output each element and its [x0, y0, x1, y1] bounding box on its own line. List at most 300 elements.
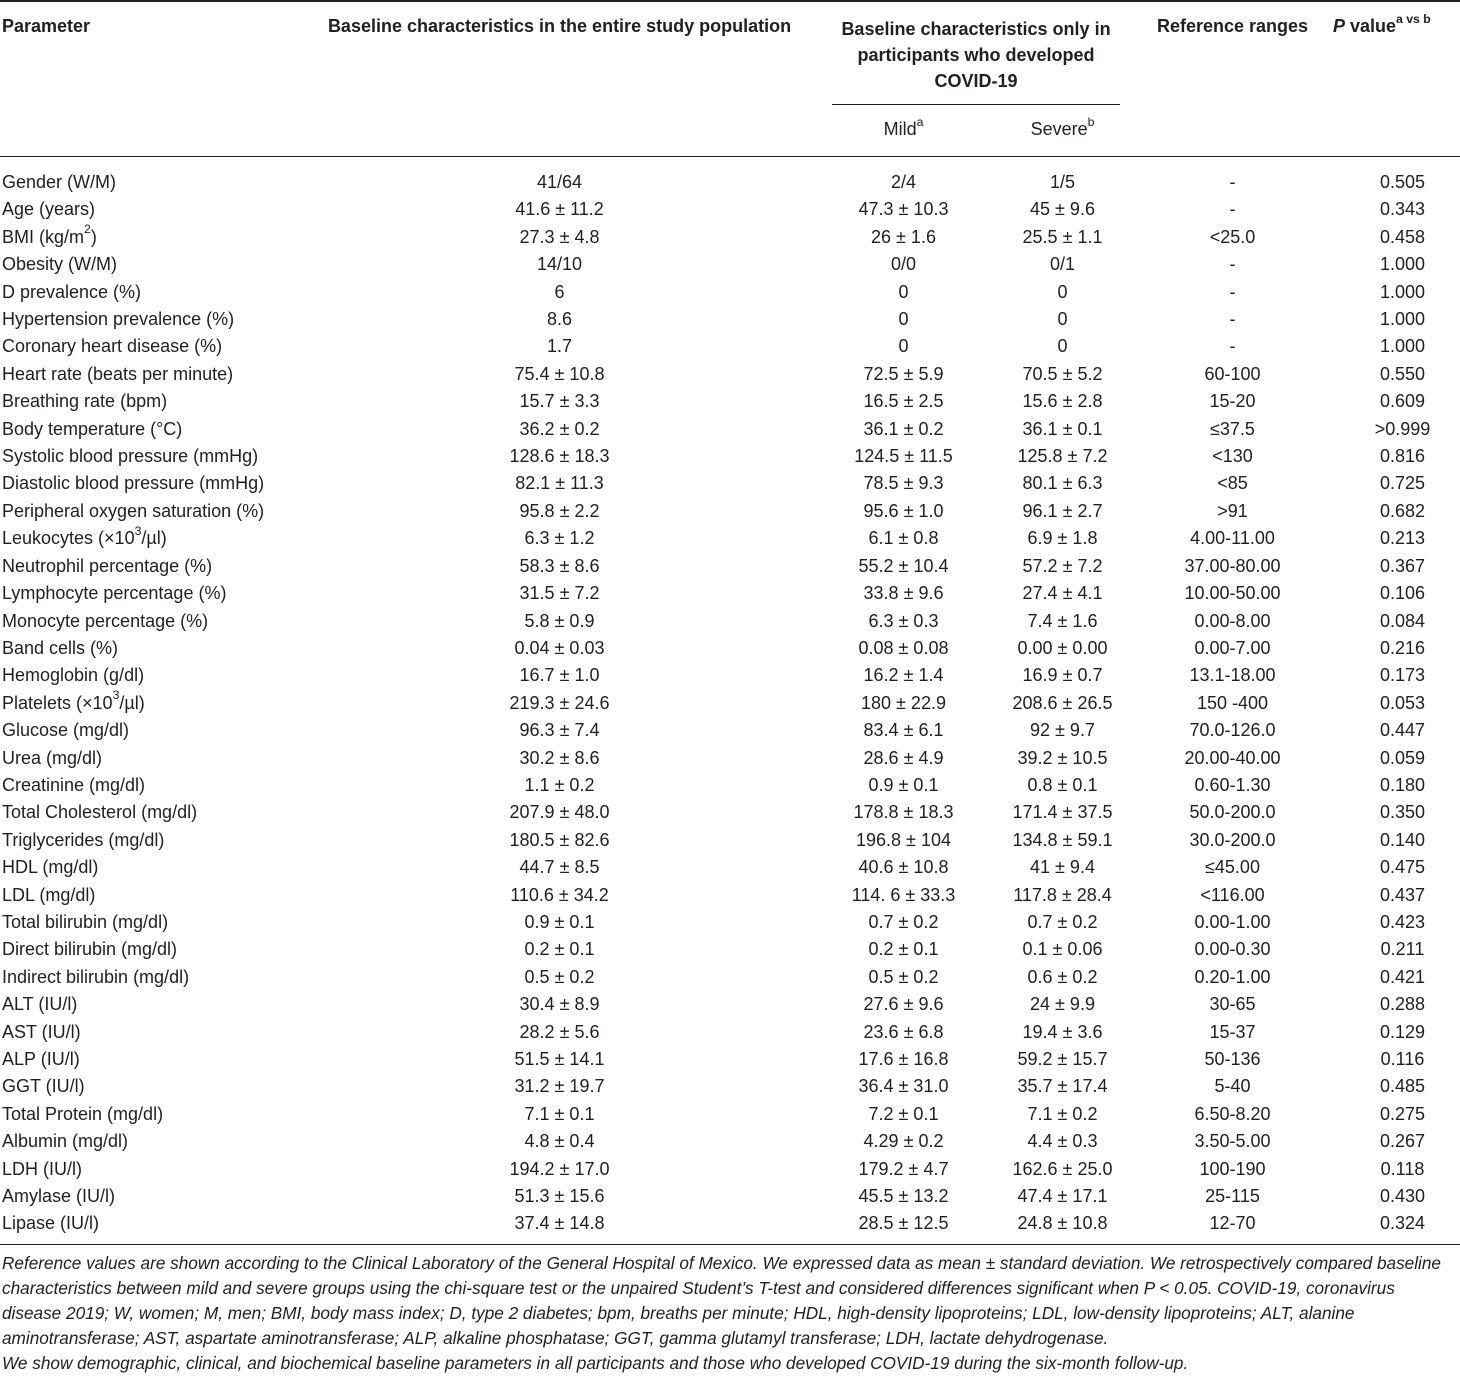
- table-row: [0, 416, 1460, 443]
- mild-cell: 114. 6 ± 33.3: [851, 884, 956, 905]
- entire-population-cell: 1.1 ± 0.2: [524, 774, 595, 795]
- parameter-cell: [0, 854, 297, 881]
- severe-cell: 125.8 ± 7.2: [1017, 446, 1108, 467]
- parameter-name: Obesity (W/M): [2, 254, 117, 275]
- parameter-name: Heart rate (beats per minute): [2, 363, 234, 384]
- entire-population-cell: 14/10: [536, 254, 583, 275]
- reference-range-cell: 5-40: [1214, 1076, 1251, 1097]
- severe-cell: 0.1 ± 0.06: [1022, 939, 1103, 960]
- mild-cell: 47.3 ± 10.3: [858, 199, 949, 220]
- mild-cell: 17.6 ± 16.8: [858, 1049, 949, 1069]
- parameter-name: Total bilirubin (mg/dl): [2, 911, 169, 932]
- parameter-unit-tail: /µl): [141, 528, 167, 549]
- parameter-name: ALT (IU/l): [2, 994, 78, 1015]
- parameter-cell: [0, 251, 297, 278]
- parameter-cell: [0, 224, 297, 251]
- entire-population-cell: 6: [554, 281, 565, 302]
- header-p-letter: P: [1333, 16, 1346, 36]
- table-row: [0, 991, 1460, 1018]
- reference-range-cell: 20.00-40.00: [1184, 747, 1281, 768]
- entire-population-cell: 96.3 ± 7.4: [519, 720, 600, 741]
- table-row: [0, 964, 1460, 991]
- mild-cell: 4.29 ± 0.2: [863, 1131, 944, 1152]
- table-row: [0, 470, 1460, 497]
- parameter-cell: [0, 306, 297, 333]
- mild-cell: 23.6 ± 6.8: [863, 1021, 944, 1042]
- p-value-cell: 0.140: [1379, 829, 1426, 850]
- entire-population-cell: 30.2 ± 8.6: [519, 747, 600, 768]
- parameter-name: Hemoglobin (g/dl): [2, 665, 145, 686]
- severe-cell: 1/5: [1049, 172, 1076, 192]
- entire-population-cell: 0.9 ± 0.1: [524, 911, 595, 932]
- p-value-cell: 0.430: [1379, 1186, 1426, 1207]
- p-value-cell: 0.550: [1379, 363, 1426, 384]
- table-row: [0, 279, 1460, 306]
- severe-cell: 92 ± 9.7: [1030, 720, 1095, 741]
- entire-population-cell: 207.9 ± 48.0: [509, 802, 610, 823]
- parameter-cell: [0, 717, 297, 744]
- table-row: [0, 1101, 1460, 1128]
- reference-range-cell: 0.00-0.30: [1194, 939, 1271, 960]
- parameter-cell: [0, 964, 297, 991]
- severe-cell: 6.9 ± 1.8: [1027, 528, 1098, 549]
- severe-cell: 4.4 ± 0.3: [1027, 1131, 1098, 1152]
- mild-cell: 0/0: [890, 254, 917, 275]
- p-value-cell: 1.000: [1379, 336, 1426, 357]
- table-row: [0, 361, 1460, 388]
- table-row: [0, 1073, 1460, 1100]
- parameter-cell: [0, 1073, 297, 1100]
- reference-range-cell: 0.60-1.30: [1194, 774, 1271, 795]
- entire-population-cell: 4.8 ± 0.4: [524, 1131, 595, 1152]
- reference-range-cell: 50.0-200.0: [1189, 802, 1276, 823]
- parameter-cell: [0, 580, 297, 607]
- reference-range-cell: 37.00-80.00: [1184, 555, 1281, 576]
- mild-cell: 7.2 ± 0.1: [868, 1103, 939, 1124]
- reference-range-cell: 70.0-126.0: [1189, 720, 1276, 741]
- parameter-cell: [0, 635, 297, 662]
- parameter-name: Indirect bilirubin (mg/dl): [2, 966, 190, 987]
- table-row: [0, 388, 1460, 415]
- reference-range-cell: 50-136: [1204, 1049, 1261, 1069]
- severe-cell: 0.7 ± 0.2: [1027, 911, 1098, 932]
- parameter-name: Lymphocyte percentage (%): [2, 583, 227, 604]
- p-value-cell: 0.180: [1379, 774, 1426, 795]
- table-row: [0, 333, 1460, 360]
- parameter-cell: [0, 608, 297, 635]
- table-row: [0, 1210, 1460, 1244]
- parameter-cell: [0, 470, 297, 497]
- header-mild: [822, 115, 985, 157]
- p-value-cell: 0.682: [1379, 500, 1426, 521]
- severe-cell: 15.6 ± 2.8: [1022, 391, 1103, 412]
- severe-cell: 47.4 ± 17.1: [1017, 1186, 1108, 1207]
- header-entire-population: Baseline characteristics in the entire study population: [327, 16, 792, 36]
- reference-range-cell: 100-190: [1199, 1158, 1266, 1179]
- reference-range-cell: 0.00-1.00: [1194, 911, 1271, 932]
- table-row: [0, 553, 1460, 580]
- reference-range-cell: 150 -400: [1196, 692, 1269, 713]
- reference-range-cell: >91: [1217, 500, 1248, 521]
- parameter-cell: [0, 1183, 297, 1210]
- table-row: [0, 635, 1460, 662]
- parameter-name: Leukocytes (×10: [2, 528, 135, 549]
- table-row: [0, 1019, 1460, 1046]
- severe-cell: 134.8 ± 59.1: [1012, 829, 1113, 850]
- parameter-unit-tail: /µl): [119, 692, 145, 713]
- p-value-cell: 0.367: [1379, 555, 1426, 576]
- mild-cell: 36.1 ± 0.2: [863, 418, 944, 439]
- parameter-name: Lipase (IU/l): [2, 1213, 100, 1234]
- table-row: [0, 1156, 1460, 1183]
- mild-cell: 16.5 ± 2.5: [863, 391, 944, 412]
- parameter-cell: [0, 1156, 297, 1183]
- mild-cell: 83.4 ± 6.1: [863, 720, 944, 741]
- parameter-name: Total Cholesterol (mg/dl): [2, 802, 198, 823]
- reference-range-cell: 15-37: [1209, 1021, 1256, 1042]
- p-value-cell: 0.213: [1379, 528, 1426, 549]
- mild-cell: 45.5 ± 13.2: [858, 1186, 949, 1207]
- entire-population-cell: 31.2 ± 19.7: [514, 1076, 605, 1097]
- reference-range-cell: 10.00-50.00: [1184, 583, 1281, 604]
- severe-cell: 24 ± 9.9: [1030, 994, 1095, 1015]
- reference-range-cell: 0.00-7.00: [1194, 637, 1271, 658]
- p-value-cell: 0.725: [1379, 473, 1426, 494]
- parameter-cell: [0, 936, 297, 963]
- table-row: [0, 799, 1460, 826]
- parameter-cell: [0, 553, 297, 580]
- parameter-cell: [0, 1210, 297, 1244]
- entire-population-cell: 0.2 ± 0.1: [524, 939, 595, 960]
- entire-population-cell: 44.7 ± 8.5: [519, 857, 600, 878]
- reference-range-cell: <25.0: [1209, 226, 1256, 247]
- reference-range-cell: 3.50-5.00: [1194, 1131, 1271, 1152]
- parameter-name: Triglycerides (mg/dl): [2, 829, 165, 850]
- p-value-cell: 0.116: [1380, 1049, 1425, 1069]
- header-covid-participants: [822, 1, 1140, 115]
- p-value-cell: 0.216: [1379, 637, 1426, 658]
- table-row: [0, 662, 1460, 689]
- reference-range-cell: 0.20-1.00: [1194, 966, 1271, 987]
- mild-cell: 0: [898, 309, 909, 330]
- reference-range-cell: 13.1-18.00: [1189, 665, 1276, 686]
- mild-cell: 2/4: [890, 172, 917, 192]
- mild-cell: 6.3 ± 0.3: [868, 610, 939, 631]
- table-row: [0, 745, 1460, 772]
- table-row: [0, 882, 1460, 909]
- mild-cell: 0: [898, 281, 909, 302]
- severe-cell: 171.4 ± 37.5: [1012, 802, 1113, 823]
- reference-range-cell: <116.00: [1200, 884, 1265, 905]
- table-row: [0, 854, 1460, 881]
- parameter-name: LDL (mg/dl): [2, 884, 96, 905]
- reference-range-cell: ≤37.5: [1210, 418, 1255, 439]
- p-value-cell: 1.000: [1379, 254, 1426, 275]
- parameter-cell: [0, 388, 297, 415]
- p-value-cell: 0.505: [1379, 172, 1426, 192]
- p-value-cell: 1.000: [1379, 309, 1426, 330]
- reference-range-cell: 4.00-11.00: [1190, 528, 1275, 549]
- header-p-value: [1325, 1, 1460, 157]
- entire-population-cell: 0.5 ± 0.2: [524, 966, 595, 987]
- parameter-name: Glucose (mg/dl): [2, 720, 130, 741]
- table-row: [0, 772, 1460, 799]
- p-value-cell: 0.129: [1379, 1021, 1426, 1042]
- entire-population-cell: 51.5 ± 14.1: [514, 1049, 605, 1069]
- mild-cell: 36.4 ± 31.0: [858, 1076, 949, 1097]
- parameter-name: Urea (mg/dl): [2, 747, 103, 768]
- table-row: [0, 306, 1460, 333]
- reference-range-cell: -: [1229, 281, 1236, 302]
- mild-cell: 95.6 ± 1.0: [863, 500, 944, 521]
- header-mild-sup: a: [916, 114, 924, 129]
- reference-range-cell: 15-20: [1209, 391, 1256, 412]
- table-row: [0, 443, 1460, 470]
- parameter-cell: [0, 333, 297, 360]
- severe-cell: 27.4 ± 4.1: [1022, 583, 1103, 604]
- entire-population-cell: 58.3 ± 8.6: [519, 555, 600, 576]
- reference-range-cell: 30.0-200.0: [1189, 829, 1276, 850]
- severe-cell: 0/1: [1049, 254, 1076, 275]
- reference-range-cell: <130: [1212, 446, 1253, 467]
- reference-range-cell: -: [1229, 336, 1236, 357]
- parameter-cell: [0, 827, 297, 854]
- table-row: [0, 936, 1460, 963]
- p-value-cell: 0.084: [1379, 610, 1426, 631]
- p-value-cell: 0.324: [1379, 1213, 1426, 1234]
- severe-cell: 117.8 ± 28.4: [1013, 884, 1112, 905]
- table-row: [0, 498, 1460, 525]
- reference-range-cell: -: [1229, 309, 1236, 330]
- parameter-cell: [0, 279, 297, 306]
- p-value-cell: 0.423: [1379, 911, 1426, 932]
- reference-range-cell: 30-65: [1209, 994, 1256, 1015]
- table-row: [0, 909, 1460, 936]
- mild-cell: 28.6 ± 4.9: [863, 747, 944, 768]
- p-value-cell: 0.059: [1379, 747, 1426, 768]
- table-row: [0, 717, 1460, 744]
- severe-cell: 80.1 ± 6.3: [1022, 473, 1103, 494]
- entire-population-cell: 31.5 ± 7.2: [519, 583, 600, 604]
- table-footnote: [0, 1245, 1458, 1376]
- severe-cell: 24.8 ± 10.8: [1017, 1213, 1108, 1234]
- mild-cell: 16.2 ± 1.4: [863, 665, 944, 686]
- header-severe: [985, 115, 1140, 157]
- p-value-cell: 0.437: [1379, 884, 1426, 905]
- header-mild-label: Mild: [883, 119, 917, 139]
- severe-cell: 25.5 ± 1.1: [1022, 226, 1103, 247]
- severe-cell: 208.6 ± 26.5: [1012, 692, 1113, 713]
- footnote-abbreviations: Reference values are shown according to the Clinical Laboratory of the General Hospital of Mexico. We expressed data as mean ± standard deviation. We retrospectively compared baseline characteristics between mild and severe groups using the chi-square test or the unpaired Student’s T-test and considered differences significant when P < 0.05. COVID-19, coronavirus disease 2019; W, women; M, men; BMI, body mass index; D, type 2 diabetes; bpm, breaths per minute; HDL, high-density lipoproteins; LDL, low-density lipoproteins; ALT, alanine aminotransferase; AST, aspartate aminotransferase; ALP, alkaline phosphatase; GGT, gamma glutamyl transferase; LDH, lactate dehydrogenase.: [2, 1252, 1441, 1348]
- table-row: [0, 525, 1460, 552]
- parameter-cell: [0, 1019, 297, 1046]
- severe-cell: 0.00 ± 0.00: [1017, 637, 1108, 658]
- mild-cell: 196.8 ± 104: [856, 829, 951, 850]
- entire-population-cell: 7.1 ± 0.1: [524, 1103, 595, 1124]
- mild-cell: 0.2 ± 0.1: [868, 939, 939, 960]
- mild-cell: 28.5 ± 12.5: [858, 1213, 949, 1234]
- entire-population-cell: 41/64: [536, 172, 583, 192]
- parameter-unit-tail: ): [90, 226, 97, 247]
- table-header: [0, 1, 1460, 157]
- p-value-cell: 0.458: [1379, 226, 1426, 247]
- p-value-cell: 0.447: [1379, 720, 1426, 741]
- parameter-cell: [0, 662, 297, 689]
- parameter-name: ALP (IU/l): [2, 1049, 80, 1069]
- reference-range-cell: 25-115: [1205, 1186, 1260, 1207]
- reference-range-cell: -: [1229, 199, 1236, 220]
- parameter-cell: [0, 157, 297, 197]
- reference-range-cell: <85: [1217, 473, 1248, 494]
- p-value-cell: 0.609: [1379, 391, 1426, 412]
- p-value-cell: 0.267: [1379, 1131, 1426, 1152]
- mild-cell: 78.5 ± 9.3: [863, 473, 944, 494]
- parameter-name: D prevalence (%): [2, 281, 142, 302]
- parameter-unit-sup: 3: [134, 523, 142, 538]
- parameter-unit-sup: 3: [112, 688, 120, 703]
- mild-cell: 124.5 ± 11.5: [854, 446, 953, 467]
- severe-cell: 39.2 ± 10.5: [1017, 747, 1108, 768]
- severe-cell: 36.1 ± 0.1: [1022, 418, 1103, 439]
- parameter-name: Coronary heart disease (%): [2, 336, 223, 357]
- entire-population-cell: 128.6 ± 18.3: [509, 446, 610, 467]
- table-row: [0, 196, 1460, 223]
- parameter-cell: [0, 1046, 297, 1073]
- header-reference-ranges: Reference ranges: [1156, 16, 1309, 36]
- parameter-cell: [0, 443, 297, 470]
- entire-population-cell: 75.4 ± 10.8: [514, 363, 605, 384]
- severe-cell: 59.2 ± 15.7: [1017, 1049, 1108, 1069]
- parameter-name: Albumin (mg/dl): [2, 1131, 129, 1152]
- table-row: [0, 1183, 1460, 1210]
- parameter-name: Peripheral oxygen saturation (%): [2, 500, 265, 521]
- severe-cell: 57.2 ± 7.2: [1022, 555, 1103, 576]
- entire-population-cell: 95.8 ± 2.2: [519, 500, 600, 521]
- parameter-cell: [0, 772, 297, 799]
- parameter-cell: [0, 799, 297, 826]
- p-value-cell: >0.999: [1374, 418, 1431, 439]
- severe-cell: 45 ± 9.6: [1030, 199, 1095, 220]
- header-severe-label: Severe: [1030, 119, 1088, 139]
- mild-cell: 179.2 ± 4.7: [858, 1158, 949, 1179]
- parameter-name: GGT (IU/l): [2, 1076, 85, 1097]
- table-row: [0, 580, 1460, 607]
- entire-population-cell: 41.6 ± 11.2: [515, 199, 604, 220]
- parameter-cell: [0, 498, 297, 525]
- mild-cell: 26 ± 1.6: [871, 226, 936, 247]
- p-value-cell: 0.343: [1379, 199, 1426, 220]
- parameter-name: HDL (mg/dl): [2, 857, 99, 878]
- header-parameter: Parameter: [2, 16, 91, 36]
- parameter-name: Hypertension prevalence (%): [2, 309, 235, 330]
- table-row: [0, 1046, 1460, 1073]
- entire-population-cell: 82.1 ± 11.3: [515, 473, 604, 494]
- table-row: [0, 157, 1460, 197]
- table-row: [0, 690, 1460, 717]
- severe-cell: 0.6 ± 0.2: [1027, 966, 1098, 987]
- table-row: [0, 608, 1460, 635]
- parameter-name: Direct bilirubin (mg/dl): [2, 939, 178, 960]
- severe-cell: 0: [1057, 336, 1068, 357]
- header-p-text: value: [1345, 16, 1397, 36]
- parameter-name: Neutrophil percentage (%): [2, 555, 213, 576]
- severe-cell: 35.7 ± 17.4: [1017, 1076, 1108, 1097]
- p-value-cell: 0.275: [1379, 1103, 1426, 1124]
- severe-cell: 19.4 ± 3.6: [1022, 1021, 1103, 1042]
- parameter-name: Band cells (%): [2, 637, 119, 658]
- p-value-cell: 0.053: [1379, 692, 1426, 713]
- severe-cell: 70.5 ± 5.2: [1022, 363, 1103, 384]
- p-value-cell: 0.475: [1379, 857, 1426, 878]
- reference-range-cell: 0.00-8.00: [1194, 610, 1271, 631]
- header-covid-label: Baseline characteristics only in participants who developed COVID-19: [832, 16, 1120, 105]
- mild-cell: 6.1 ± 0.8: [868, 528, 939, 549]
- reference-range-cell: -: [1229, 254, 1236, 275]
- entire-population-cell: 16.7 ± 1.0: [519, 665, 600, 686]
- parameter-name: Amylase (IU/l): [2, 1186, 116, 1207]
- severe-cell: 96.1 ± 2.7: [1022, 500, 1103, 521]
- table-row: [0, 224, 1460, 251]
- parameter-name: BMI (kg/m: [2, 226, 85, 247]
- entire-population-cell: 27.3 ± 4.8: [519, 226, 600, 247]
- severe-cell: 0: [1057, 281, 1068, 302]
- parameter-name: Systolic blood pressure (mmHg): [2, 446, 259, 467]
- severe-cell: 41 ± 9.4: [1030, 857, 1095, 878]
- parameter-name: Creatinine (mg/dl): [2, 774, 146, 795]
- mild-cell: 178.8 ± 18.3: [853, 802, 954, 823]
- parameter-cell: [0, 361, 297, 388]
- parameter-cell: [0, 745, 297, 772]
- parameter-name: Platelets (×10: [2, 692, 113, 713]
- parameter-name: Body temperature (°C): [2, 418, 183, 439]
- entire-population-cell: 15.7 ± 3.3: [519, 391, 600, 412]
- severe-cell: 162.6 ± 25.0: [1012, 1158, 1113, 1179]
- parameter-cell: [0, 882, 297, 909]
- parameter-cell: [0, 196, 297, 223]
- parameter-cell: [0, 1128, 297, 1155]
- mild-cell: 33.8 ± 9.6: [863, 583, 944, 604]
- table-body: [0, 157, 1460, 1245]
- entire-population-cell: 219.3 ± 24.6: [509, 692, 610, 713]
- severe-cell: 0: [1057, 309, 1068, 330]
- header-p-sup: a vs b: [1396, 11, 1431, 26]
- severe-cell: 7.1 ± 0.2: [1027, 1103, 1098, 1124]
- entire-population-cell: 8.6: [546, 309, 573, 330]
- reference-range-cell: 60-100: [1204, 363, 1261, 384]
- p-value-cell: 0.350: [1379, 802, 1426, 823]
- entire-population-cell: 194.2 ± 17.0: [509, 1158, 610, 1179]
- parameter-name: Age (years): [2, 199, 96, 220]
- mild-cell: 72.5 ± 5.9: [863, 363, 944, 384]
- parameter-name: Diastolic blood pressure (mmHg): [2, 473, 265, 494]
- entire-population-cell: 1.7: [546, 336, 573, 357]
- mild-cell: 55.2 ± 10.4: [858, 555, 949, 576]
- entire-population-cell: 6.3 ± 1.2: [524, 528, 595, 549]
- header-severe-sup: b: [1087, 114, 1095, 129]
- entire-population-cell: 180.5 ± 82.6: [509, 829, 610, 850]
- mild-cell: 180 ± 22.9: [861, 692, 946, 713]
- table-row: [0, 1128, 1460, 1155]
- parameter-cell: [0, 416, 297, 443]
- entire-population-cell: 0.04 ± 0.03: [514, 637, 605, 658]
- parameter-cell: [0, 909, 297, 936]
- parameter-cell: [0, 1101, 297, 1128]
- p-value-cell: 0.421: [1379, 966, 1426, 987]
- parameter-name: Breathing rate (bpm): [2, 391, 168, 412]
- entire-population-cell: 37.4 ± 14.8: [514, 1213, 605, 1234]
- table-row: [0, 827, 1460, 854]
- table-row: [0, 251, 1460, 278]
